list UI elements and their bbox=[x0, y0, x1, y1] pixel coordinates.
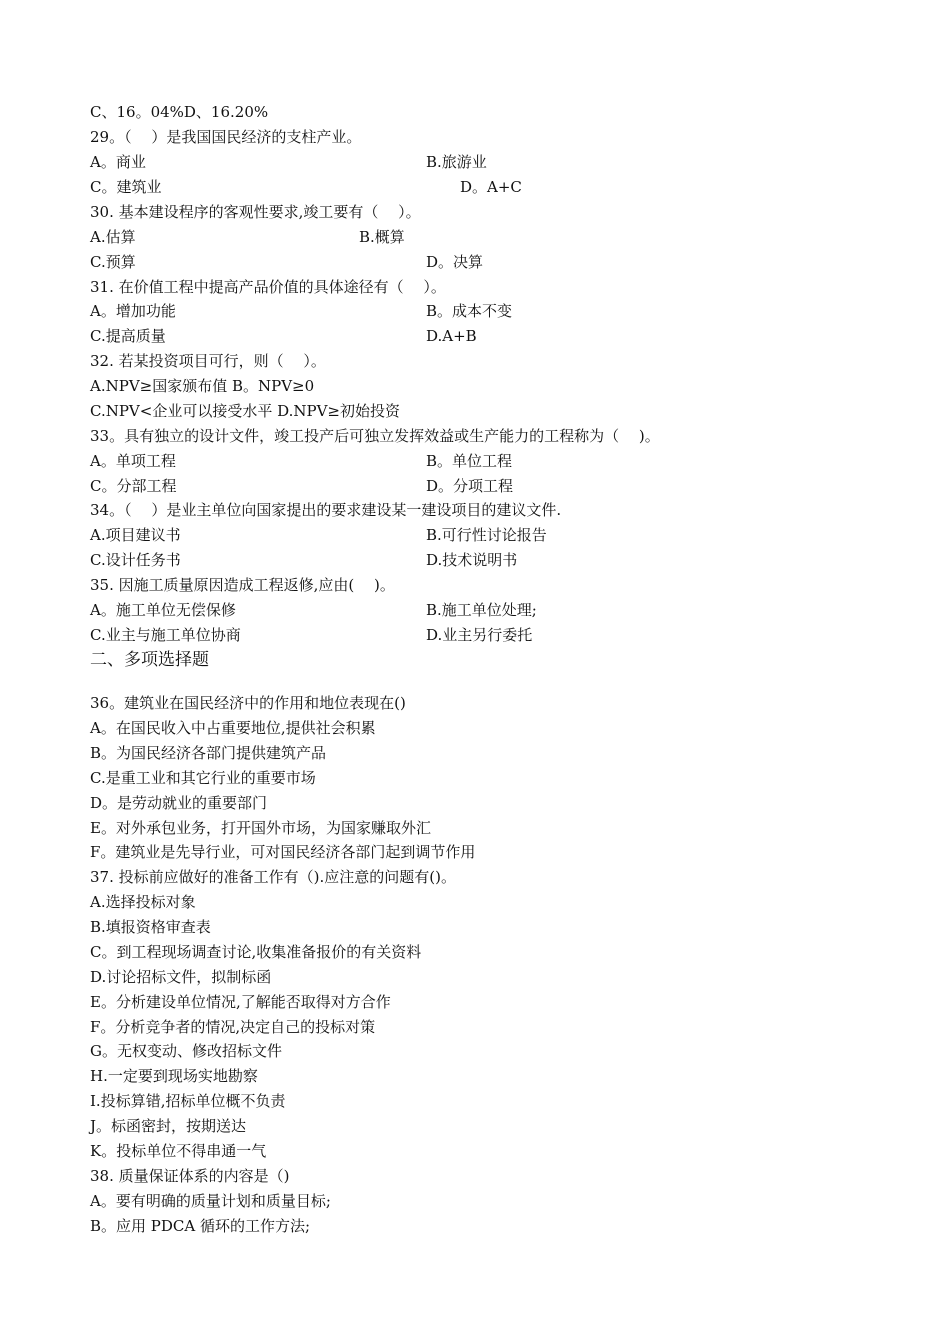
question-31: 31. 在价值工程中提高产品价值的具体途径有（ ）。 bbox=[90, 278, 446, 296]
option-line: A.NPV≥国家颁布值 B。NPV≥0 bbox=[90, 377, 315, 395]
option-right: D。A+C bbox=[460, 178, 522, 196]
option-line: A。要有明确的质量计划和质量目标; bbox=[90, 1192, 331, 1210]
question-33: 33。具有独立的设计文件，竣工投产后可独立发挥效益或生产能力的工程称为（ )。 bbox=[90, 427, 660, 445]
option-right: D。分项工程 bbox=[426, 477, 514, 495]
option-left: C。分部工程 bbox=[90, 477, 177, 495]
option-right: D.A+B bbox=[426, 327, 477, 345]
option-line: H.一定要到现场实地勘察 bbox=[90, 1067, 258, 1085]
option-right: B。单位工程 bbox=[426, 452, 513, 470]
option-left: C。建筑业 bbox=[90, 178, 162, 196]
option-line: D。是劳动就业的重要部门 bbox=[90, 794, 268, 812]
option-right: B.概算 bbox=[359, 228, 405, 246]
option-left: A。增加功能 bbox=[90, 302, 176, 320]
question-35: 35. 因施工质量原因造成工程返修,应由( )。 bbox=[90, 576, 395, 594]
option-line: A。在国民收入中占重要地位,提供社会积累 bbox=[90, 719, 376, 737]
question-37: 37. 投标前应做好的准备工作有（).应注意的问题有()。 bbox=[90, 868, 456, 886]
option-line: B。为国民经济各部门提供建筑产品 bbox=[90, 744, 327, 762]
question-29: 29。（ ）是我国国民经济的支柱产业。 bbox=[90, 128, 362, 146]
option-line: F。建筑业是先导行业，可对国民经济各部门起到调节作用 bbox=[90, 843, 476, 861]
option-line: B。应用 PDCA 循环的工作方法; bbox=[90, 1217, 311, 1235]
option-line: E。分析建设单位情况,了解能否取得对方合作 bbox=[90, 993, 391, 1011]
option-line: C.是重工业和其它行业的重要市场 bbox=[90, 769, 316, 787]
option-line: E。对外承包业务，打开国外市场，为国家赚取外汇 bbox=[90, 819, 431, 837]
option-left: C.业主与施工单位协商 bbox=[90, 626, 241, 644]
option-line: D.讨论招标文件，拟制标函 bbox=[90, 968, 272, 986]
option-line: K。投标单位不得串通一气 bbox=[90, 1142, 267, 1160]
option-right: B.旅游业 bbox=[426, 153, 487, 171]
option-right: B。成本不变 bbox=[426, 302, 513, 320]
option-line: J。标函密封，按期送达 bbox=[90, 1117, 247, 1135]
option-left: A。施工单位无偿保修 bbox=[90, 601, 236, 619]
option-left: A。单项工程 bbox=[90, 452, 176, 470]
question-32: 32. 若某投资项目可行，则（ ）。 bbox=[90, 352, 326, 370]
option-line: C.NPV<企业可以接受水平 D.NPV≥初始投资 bbox=[90, 402, 400, 420]
section-heading: 二、多项选择题 bbox=[90, 650, 209, 670]
option-line: A.选择投标对象 bbox=[90, 893, 196, 911]
text-line: C、16。04%D、16.20% bbox=[90, 103, 269, 121]
option-right: D.业主另行委托 bbox=[426, 626, 533, 644]
question-34: 34。（ ）是业主单位向国家提出的要求建设某一建设项目的建议文件. bbox=[90, 501, 562, 519]
option-right: B.可行性讨论报告 bbox=[426, 526, 547, 544]
option-left: C.预算 bbox=[90, 253, 136, 271]
option-right: D.技术说明书 bbox=[426, 551, 518, 569]
question-38: 38. 质量保证体系的内容是（) bbox=[90, 1167, 290, 1185]
option-line: F。分析竞争者的情况,决定自己的投标对策 bbox=[90, 1018, 376, 1036]
option-left: A.项目建议书 bbox=[90, 526, 181, 544]
question-36: 36。建筑业在国民经济中的作用和地位表现在() bbox=[90, 694, 406, 712]
option-left: C.提高质量 bbox=[90, 327, 166, 345]
option-line: B.填报资格审查表 bbox=[90, 918, 211, 936]
option-left: C.设计任务书 bbox=[90, 551, 181, 569]
option-line: C。到工程现场调查讨论,收集准备报价的有关资料 bbox=[90, 943, 422, 961]
option-right: B.施工单位处理; bbox=[426, 601, 537, 619]
option-right: D。决算 bbox=[426, 253, 484, 271]
option-line: G。无权变动、修改招标文件 bbox=[90, 1042, 282, 1060]
option-left: A。商业 bbox=[90, 153, 146, 171]
option-line: I.投标算错,招标单位概不负责 bbox=[90, 1092, 286, 1110]
question-30: 30. 基本建设程序的客观性要求,竣工要有（ ）。 bbox=[90, 203, 421, 221]
option-left: A.估算 bbox=[90, 228, 136, 246]
